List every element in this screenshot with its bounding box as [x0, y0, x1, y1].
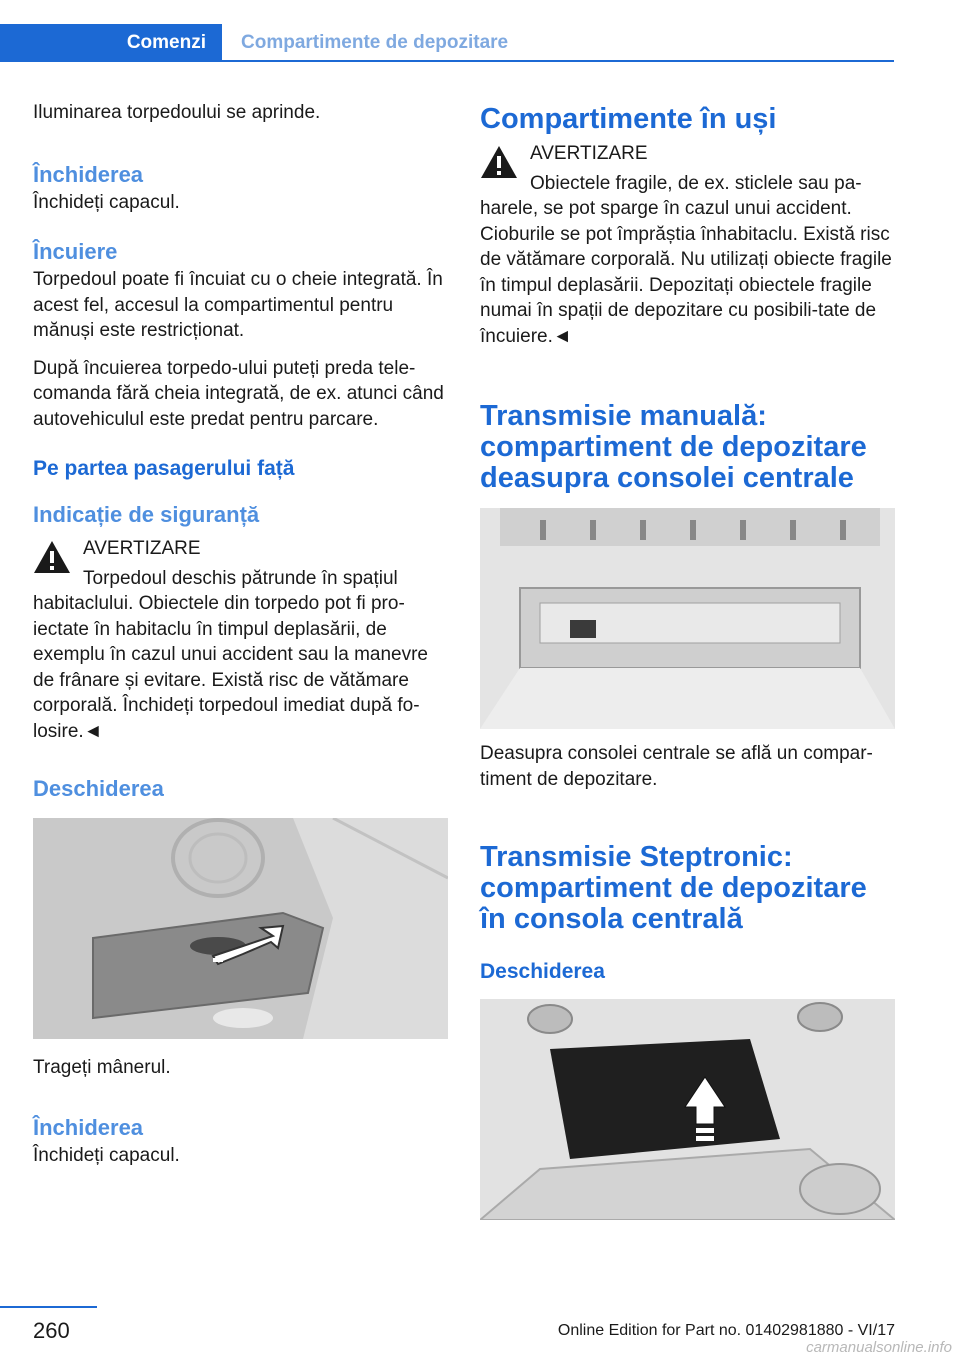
paragraph-pull-handle: Trageți mânerul.: [33, 1057, 171, 1078]
warning-text: harele, se pot sparge în cazul unui accident. Cioburile se pot împrăștia înhabitaclu. Există risc de vătămare corporală. Nu utilizați obiecte fragile în timpul deplasării. Depozitați obiectele fragile numai în spații de depozitare cu posibili-tate de încuiere.◄: [480, 198, 892, 347]
edition-note: Online Edition for Part no. 01402981880 - VI/17: [557, 1322, 895, 1339]
right-column: [480, 100, 895, 1220]
chapter-tab[interactable]: Comenzi: [0, 24, 222, 62]
header-rule: [0, 60, 894, 62]
heading-door-compartments: Compartimente în uși: [480, 103, 777, 135]
glovebox-illustration: [33, 818, 448, 1039]
paragraph-illumination: Iluminarea torpedoului se aprinde.: [33, 102, 321, 123]
console-compartment-illustration: [480, 508, 895, 729]
paragraph-closing: Închideți capacul.: [33, 191, 180, 213]
warning-icon: [480, 145, 518, 179]
page-number: 260: [33, 1318, 70, 1343]
left-column: [33, 100, 448, 1168]
paragraph-closing-2: Închideți capacul.: [33, 1144, 180, 1166]
warning-block-doors: [480, 141, 895, 349]
heading-opening-right: Deschiderea: [480, 960, 605, 983]
warning-text-line1: Torpedoul deschis pătrunde în spațiul: [83, 567, 398, 589]
warning-text-line1: Obiectele fragile, de ex. sticlele sau pa-: [530, 172, 862, 194]
warning-text: habitaclului. Obiectele din torpedo pot fi pro-iectate în habitaclu în timpul deplasării, de exemplu în cazul unui accident sau la manevre de frânare și evitare. Există risc de vătămare corporală. Închideți torpedoul imediat după fo-losire.◄: [33, 593, 429, 742]
heading-closing-2: Închiderea: [33, 1114, 144, 1140]
heading-safety-note: Indicație de siguranță: [33, 502, 260, 527]
warning-title: AVERTIZARE: [83, 538, 201, 559]
paragraph-locking: Torpedoul poate fi încuiat cu o cheie integrată. În acest fel, accesul la compartimentul pentru mănuși este restricționat.: [33, 269, 443, 341]
watermark: carmanualsonline.info: [806, 1339, 952, 1356]
steptronic-compartment-illustration: [480, 999, 895, 1220]
warning-block: [33, 536, 448, 744]
warning-icon: [33, 540, 71, 574]
page-header: [0, 24, 894, 62]
heading-locking: Încuiere: [33, 239, 118, 264]
section-tab[interactable]: Compartimente de depozitare: [241, 32, 509, 53]
footer-rule: [0, 1306, 97, 1308]
heading-opening: Deschiderea: [33, 776, 164, 801]
paragraph-locking-2: După încuierea torpedo-ului puteți preda tele-comanda fără cheia integrată, de ex. atunci când autovehiculul este predat pentru parcare.: [33, 357, 444, 430]
paragraph-manual: Deasupra consolei centrale se află un compar-timent de depozitare.: [480, 743, 873, 790]
warning-title: AVERTIZARE: [530, 143, 648, 164]
heading-manual-transmission: Transmisie manuală: compartiment de depozitare deasupra consolei centrale: [480, 400, 867, 494]
heading-closing: Închiderea: [33, 161, 144, 187]
heading-steptronic: Transmisie Steptronic: compartiment de depozitare în consola centrală: [480, 841, 867, 935]
heading-passenger-side: Pe partea pasagerului față: [33, 457, 295, 480]
